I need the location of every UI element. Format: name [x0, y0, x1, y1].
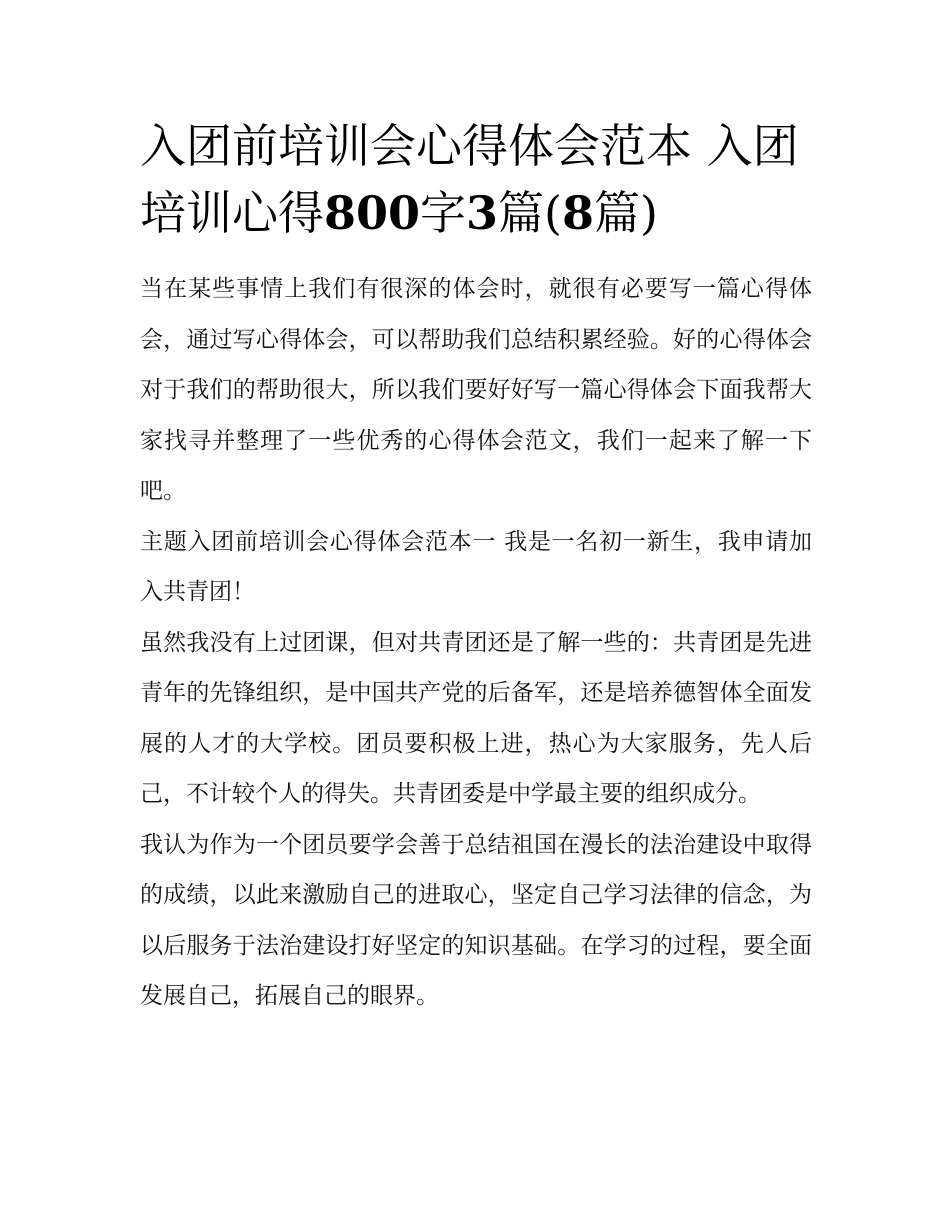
paragraph-member-view: 我认为作为一个团员要学会善于总结祖国在漫长的法治建设中取得的成绩，以此来激励自己的进取心，坚定自己学习法律的信念，为以后服务于法治建设打好坚定的知识基础。在学习的过程，要全面发展自己，拓展自己的眼界。 — [140, 831, 812, 1009]
title-number-800: 800 — [324, 186, 421, 240]
paragraph-intro: 当在某些事情上我们有很深的体会时，就很有必要写一篇心得体会，通过写心得体会，可以帮助我们总结积累经验。好的心得体会对于我们的帮助很大，所以我们要好好写一篇心得体会下面我帮大家找寻并整理了一些优秀的心得体会范文，我们一起来了解一下吧。 — [140, 276, 812, 504]
document-title — [140, 113, 812, 247]
document-body — [140, 264, 812, 1022]
paragraph-topic: 主题入团前培训会心得体会范本一 我是一名初一新生，我申请加入共青团！ — [140, 528, 812, 605]
title-text-4: 篇) — [594, 186, 658, 240]
title-number-8: 8 — [562, 186, 595, 240]
title-number-3: 3 — [466, 186, 499, 240]
title-text-3: 篇( — [498, 186, 562, 240]
document-content — [140, 113, 812, 1022]
title-text-1: 入团前培训会心得体会范本 入团培训心得 — [140, 119, 799, 240]
paragraph-league-understanding: 虽然我没有上过团课，但对共青团还是了解一些的：共青团是先进青年的先锋组织，是中国共产党的后备军，还是培养德智体全面发展的人才的大学校。团员要积极上进，热心为大家服务，先人后己，不计较个人的得失。共青团委是中学最主要的组织成分。 — [140, 629, 812, 807]
title-text-2: 字 — [420, 186, 467, 240]
